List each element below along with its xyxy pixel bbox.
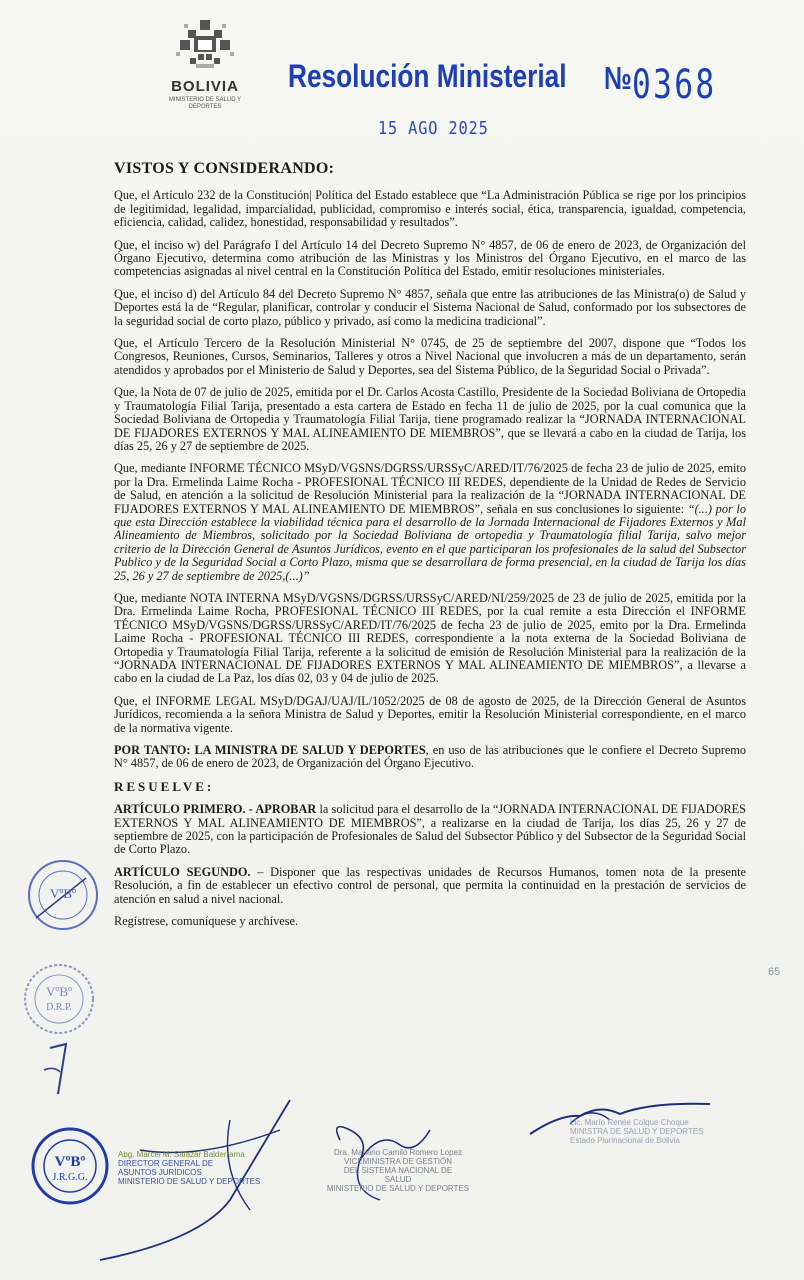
paragraph-ds4857-art84: Que, el inciso d) del Artículo 84 del Decreto Supremo N° 4857, señala que entre las atribuciones de las Ministra(o) de Salud y Deportes está la de “Regular, planificar, controlar y conducir el Sistema Nacional de Salud, conformado por los subsectores de la seguridad social de corto plazo, público y privado, así como la medicina tradicional”. bbox=[114, 286, 746, 328]
initials-mark bbox=[30, 1040, 80, 1100]
number-sign: № bbox=[604, 60, 632, 96]
signer-right-title-2: Estado Plurinacional de Bolivia bbox=[570, 1136, 680, 1145]
signer-middle-title-1: VICEMINISTRA DE GESTIÓN bbox=[343, 1157, 452, 1166]
paragraph-informe-legal: Que, el INFORME LEGAL MSyD/DGAJ/UAJ/IL/1052/2025 de 08 de agosto de 2025, de la Dirección General de Asuntos Jurídicos, recomienda a la señora Ministra de Salud y Deportes, emitir la Resolución Ministerial correspondiente, en el marco de la normativa vigente. bbox=[114, 693, 746, 735]
resuelve-heading: RESUELVE: bbox=[114, 778, 215, 794]
vb-stamp-3-text: VºBº bbox=[54, 1154, 86, 1170]
coat-of-arms-icon bbox=[170, 18, 240, 76]
signer-middle-name: Dra. Mariano Camilo Romero Lopez bbox=[333, 1148, 463, 1157]
informe-text: Que, mediante INFORME TÉCNICO MSyD/VGSNS/DGRSS/URSSyC/ARED/IT/76/2025 de fecha 23 de julio de 2025, emito por la Dra. Ermelinda Laime Rocha - PROFESIONAL TÉCNICO III REDES, dependiente de la Unidad de Redes de Servicio de Salud, en atención a la solicitud de Resolución Ministerial para la realización de la “JORNADA INTERNACIONAL DE FIJADORES EXTERNOS Y MAL ALINEAMIENTO DE MIEMBROS”, señala en sus conclusiones lo siguiente: bbox=[114, 461, 746, 516]
paragraph-nota-interna: Que, mediante NOTA INTERNA MSyD/VGSNS/DGRSS/URSSyC/ARED/NI/259/2025 de 23 de julio de 2025, emitida por la Dra. Ermelinda Laime Rocha, PROFESIONAL TÉCNICO III REDES, por la cual remite a esta Dirección el INFORME TÉCNICO MSyD/VGSNS/DGRSS/URSSyC/ARED/IT/76/2025 de fecha 23 de julio de 2025, emito por la Dra. Ermelinda Laime Rocha - PROFESIONAL TÉCNICO III REDES, correspondiente a la nota externa de la Sociedad Boliviana de Ortopedia y Traumatología Filial Tarija, referente a la solicitud de emisión de Resolución Ministerial para la realización de la “JORNADA INTERNACIONAL DE FIJADORES EXTERNOS Y MAL ALINEAMIENTO DE MIEMBROS”, a llevarse a cabo en la ciudad de La Paz, los días 02, 03 y 04 de julio de 2025. bbox=[114, 590, 746, 686]
ministry-name: MINISTERIO DE SALUD Y DEPORTES bbox=[168, 97, 242, 110]
paragraph-nota-julio: Que, la Nota de 07 de julio de 2025, emitida por el Dr. Carlos Acosta Castillo, Presidente de la Sociedad Boliviana de Ortopedia y Traumatología Filial Tarija, presentado a esta cartera de Estado en fecha 11 de julio de 2025, por la cual comunica que la Sociedad Boliviana de Ortopedia y Traumatología Filial Tarija, tiene programado realizar la “JORNADA INTERNACIONAL DE FIJADORES EXTERNOS Y MAL ALINEAMIENTO DE MIEMBROS”, que se llevará a cabo en la ciudad de Tarija, los días 25, 26 y 27 de septiembre de 2025. bbox=[114, 385, 746, 453]
paragraph-por-tanto bbox=[114, 744, 746, 771]
resolution-number: 0368 bbox=[632, 62, 717, 108]
vb-stamp-1-text: VºBº bbox=[49, 886, 77, 901]
article-second bbox=[114, 866, 746, 906]
informe-quote: “(...) por lo que esta Dirección establece la viabilidad técnica para el desarrollo de la Jornada Internacional de Fijadores Externos y Mal Alineamiento de Miembros, solicitado por la Sociedad Boliviana de ortopedia y Traumatología filial Tarija, salvo mejor criterio de la Dirección General de Asuntos Jurídicos, evento en el que participaran los profesionales de la salud del Subsector Publico y de la Seguridad Social a Corto Plazo, misma que se desarrollara de forma presencial, en la ciudad de Tarija los días 25, 26 y 27 de septiembre de 2025,(...)” bbox=[114, 501, 746, 583]
vb-stamp-2 bbox=[22, 962, 96, 1036]
vb-stamp-2-sub: D.R.P. bbox=[46, 1002, 72, 1013]
document-body bbox=[114, 162, 746, 938]
signer-left-title-1: DIRECTOR GENERAL DE bbox=[118, 1159, 214, 1168]
resolution-title: Resolución Ministerial bbox=[288, 58, 567, 94]
article-second-text: – Disponer que las respectivas unidades de Recursos Humanos, tomen nota de la presente Resolución, a fin de establecer un efectivo control de personal, que permita la continuidad en la prestación de servicios de atención en salud a nivel nacional. bbox=[114, 864, 746, 906]
resolution-date-stamp: 15 AGO 2025 bbox=[378, 118, 489, 139]
seal-icon bbox=[26, 858, 100, 932]
page-mark: 65 bbox=[768, 966, 781, 978]
vb-stamp-3-sub: J.R.G.G. bbox=[52, 1172, 88, 1183]
signature-block-middle bbox=[318, 1148, 478, 1193]
article-second-label: ARTÍCULO SEGUNDO. bbox=[114, 864, 251, 879]
signer-right-name: Lic. Marío Renée Colque Choque bbox=[570, 1118, 689, 1127]
por-tanto-label: POR TANTO: LA MINISTRA DE SALUD Y DEPORTES bbox=[114, 743, 426, 758]
por-tanto-text: , en uso de las atribuciones que le confiere el Decreto Supremo N° 4857, de 06 de enero de 2023, de Organización del Órgano Ejecutivo. bbox=[114, 743, 747, 771]
signer-left-title-2: ASUNTOS JURÍDICOS bbox=[118, 1168, 202, 1177]
article-first bbox=[114, 803, 746, 857]
article-first-text: la solicitud para el desarrollo de la “JORNADA INTERNACIONAL DE FIJADORES EXTERNOS Y MAL ALINEAMIENTO DE MIEMBROS”, a realizarse en la ciudad de Tarija, los días 25, 26 y 27 de septiembre de 2025, con la participación de Profesionales de Salud del Subsector Público y del Subsector de la Seguridad Social de Corto Plazo. bbox=[114, 802, 746, 857]
seal-icon bbox=[22, 962, 96, 1036]
paragraph-rm0745: Que, el Artículo Tercero de la Resolución Ministerial N° 0745, de 25 de septiembre del 2007, dispone que “Todos los Congresos, Reuniones, Cursos, Seminarios, Talleres y otros a Nivel Nacional que involucren a más de un departamento, serán atendidos y aprobados por el Ministerio de Salud y Deportes, sea del Sistema Público, de la Seguridad Social o Privada”. bbox=[114, 336, 746, 377]
signature-block-left bbox=[118, 1150, 288, 1186]
signer-middle-title-2: DEL SISTEMA NACIONAL DE bbox=[343, 1166, 453, 1175]
vb-stamp-1 bbox=[26, 858, 100, 932]
vb-stamp-2-text: VºBº bbox=[45, 984, 73, 999]
signer-left-name: Abg. Marcel M. Salazar Balderrama bbox=[118, 1150, 245, 1159]
bolivia-logo bbox=[150, 18, 260, 128]
paragraph-ds4857-art14: Que, el inciso w) del Parágrafo I del Artículo 14 del Decreto Supremo N° 4857, de 06 de enero de 2023, de Organización del Órgano Ejecutivo, determina como atribución de las Ministras y los Ministros del Órgano Ejecutivo, en el marco de las competencias asignadas al nivel central en la Constitución Política del Estado, emitir resoluciones ministeriales. bbox=[114, 237, 746, 279]
article-first-label: ARTÍCULO PRIMERO. - APROBAR bbox=[114, 802, 317, 817]
paragraph-art232: Que, el Artículo 232 de la Constitución| Política del Estado establece que “La Administración Pública se rige por los principios de legitimidad, legalidad, imparcialidad, publicidad, compromiso e interés social, ética, transparencia, igualdad, competencia, eficiencia, calidad, calidez, honestidad, responsabilidad y resultados”. bbox=[114, 188, 746, 230]
signer-middle-title-4: MINISTERIO DE SALUD Y DEPORTES bbox=[326, 1184, 470, 1193]
closing-line: Regístrese, comuníquese y archívese. bbox=[114, 914, 299, 929]
signature-block-right bbox=[570, 1118, 750, 1145]
signer-middle-title-3: SALUD bbox=[384, 1175, 412, 1184]
signer-left-title-3: MINISTERIO DE SALUD Y DEPORTES bbox=[118, 1177, 261, 1186]
signer-right-title-1: MINISTRA DE SALUD Y DEPORTES bbox=[570, 1127, 704, 1136]
section-heading: VISTOS Y CONSIDERANDO: bbox=[114, 160, 335, 177]
country-name: BOLIVIA bbox=[171, 78, 239, 95]
paragraph-informe-tecnico bbox=[114, 462, 746, 583]
